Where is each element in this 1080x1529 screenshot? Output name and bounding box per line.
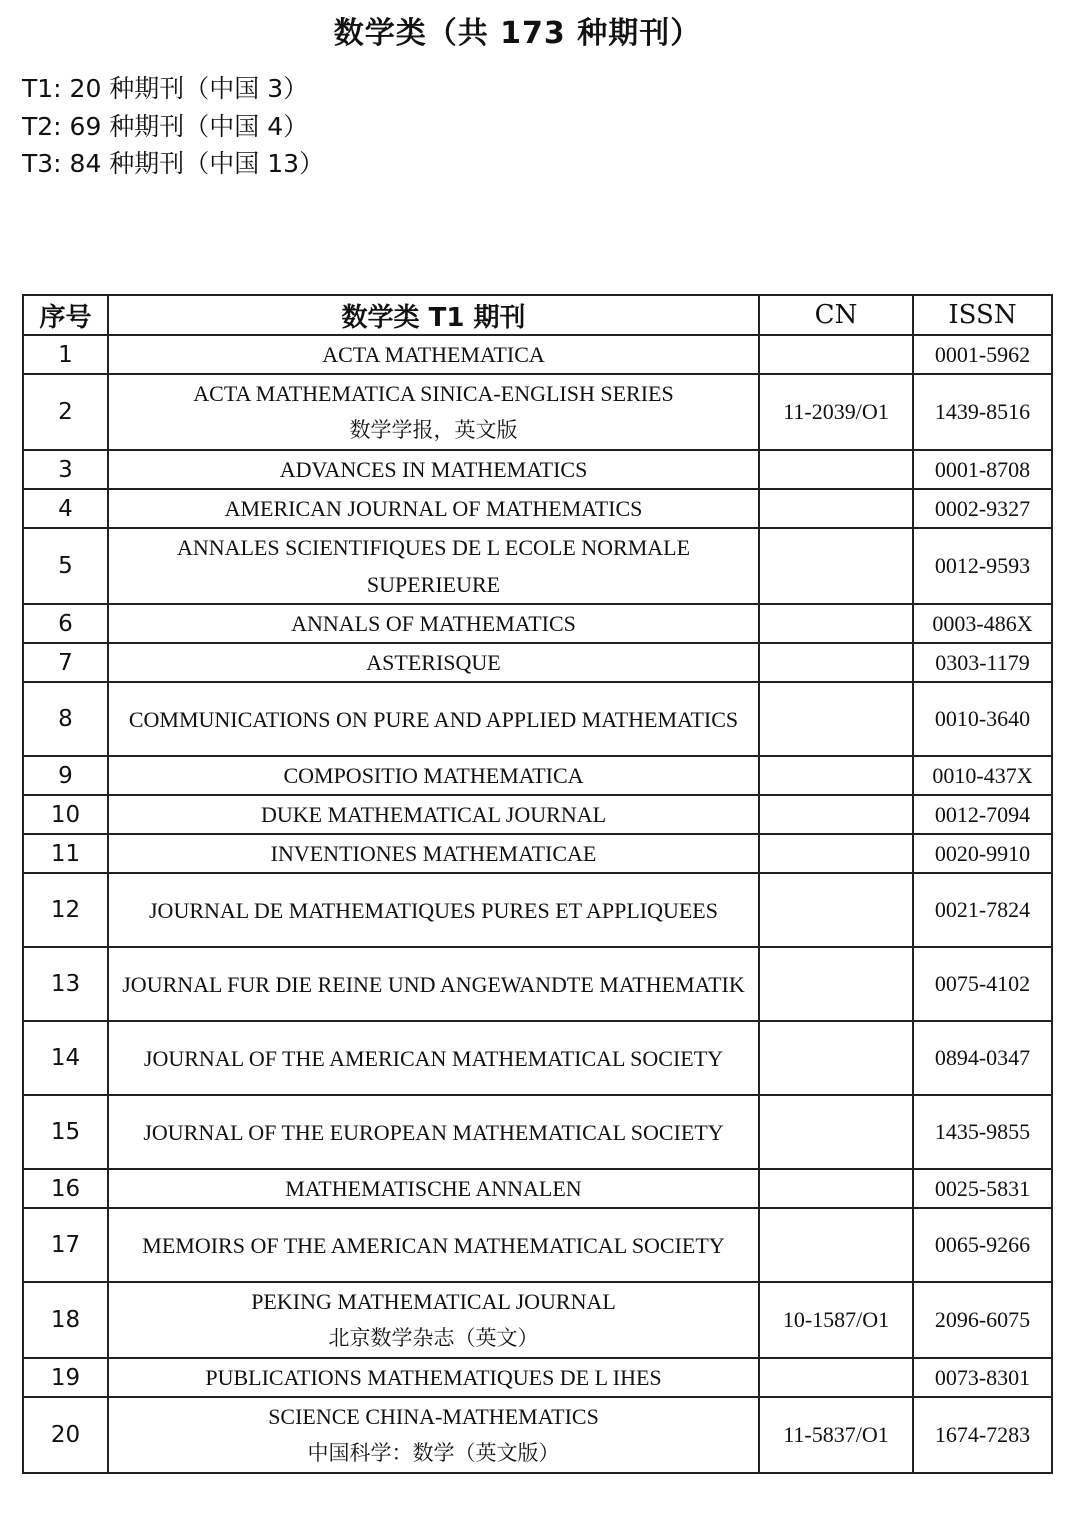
table-row <box>23 682 1052 756</box>
row-number: 10 <box>23 795 108 834</box>
tier-summary-t3: T3: 84 种期刊（中国 13） <box>22 149 325 178</box>
row-number: 9 <box>23 756 108 795</box>
cn-number <box>759 682 913 756</box>
journal-name: PUBLICATIONS MATHEMATIQUES DE L IHES <box>205 1365 662 1390</box>
journal-name: ANNALES SCIENTIFIQUES DE L ECOLE NORMALE SUPERIEURE <box>176 535 691 597</box>
cn-number <box>759 489 913 528</box>
journal-name-cell <box>108 795 759 834</box>
table-header-row <box>23 295 1052 335</box>
row-number: 13 <box>23 947 108 1021</box>
journal-name: JOURNAL DE MATHEMATIQUES PURES ET APPLIQUEES <box>149 897 718 923</box>
row-number: 2 <box>23 374 108 450</box>
row-number: 4 <box>23 489 108 528</box>
table-row <box>23 1397 1052 1473</box>
table-row <box>23 1021 1052 1095</box>
journal-name-cell <box>108 335 759 374</box>
issn-number: 0012-9593 <box>913 528 1052 604</box>
tier-summary <box>22 70 324 183</box>
header-no: 序号 <box>23 295 108 335</box>
issn-number: 1439-8516 <box>913 374 1052 450</box>
journal-name: ASTERISQUE <box>366 650 501 675</box>
journal-name-cell <box>108 1208 759 1282</box>
issn-number: 0073-8301 <box>913 1358 1052 1397</box>
issn-number: 0894-0347 <box>913 1021 1052 1095</box>
row-number: 18 <box>23 1282 108 1358</box>
journal-name-cell <box>108 374 759 450</box>
cn-number <box>759 1358 913 1397</box>
journal-name-cell <box>108 1282 759 1358</box>
cn-number <box>759 1208 913 1282</box>
journal-name: ADVANCES IN MATHEMATICS <box>279 457 588 482</box>
issn-number: 0020-9910 <box>913 834 1052 873</box>
table-row <box>23 1358 1052 1397</box>
issn-number: 0010-3640 <box>913 682 1052 756</box>
cn-number <box>759 1169 913 1208</box>
journal-name-cell <box>108 682 759 756</box>
row-number: 3 <box>23 450 108 489</box>
journal-name-cell <box>108 489 759 528</box>
row-number: 19 <box>23 1358 108 1397</box>
journal-name: MEMOIRS OF THE AMERICAN MATHEMATICAL SOCIETY <box>142 1232 725 1258</box>
journal-name: ACTA MATHEMATICA SINICA-ENGLISH SERIES <box>193 381 674 406</box>
journal-name: AMERICAN JOURNAL OF MATHEMATICS <box>224 496 643 521</box>
table-row <box>23 756 1052 795</box>
table-row <box>23 1208 1052 1282</box>
journal-name-cell <box>108 873 759 947</box>
issn-number: 0075-4102 <box>913 947 1052 1021</box>
tier-summary-t1: T1: 20 种期刊（中国 3） <box>22 74 309 103</box>
row-number: 15 <box>23 1095 108 1169</box>
cn-number <box>759 1021 913 1095</box>
table-row <box>23 450 1052 489</box>
journal-name: PEKING MATHEMATICAL JOURNAL <box>251 1289 616 1314</box>
journal-name-cell <box>108 604 759 643</box>
table-row <box>23 1169 1052 1208</box>
issn-number: 0025-5831 <box>913 1169 1052 1208</box>
cn-number <box>759 528 913 604</box>
table-row <box>23 528 1052 604</box>
issn-number: 0010-437X <box>913 756 1052 795</box>
issn-number: 1435-9855 <box>913 1095 1052 1169</box>
row-number: 12 <box>23 873 108 947</box>
issn-number: 0001-5962 <box>913 335 1052 374</box>
journal-table <box>22 294 1053 1474</box>
journal-name: COMPOSITIO MATHEMATICA <box>283 763 584 788</box>
cn-number <box>759 947 913 1021</box>
issn-number: 0021-7824 <box>913 873 1052 947</box>
cn-number <box>759 795 913 834</box>
cn-number: 10-1587/O1 <box>759 1282 913 1358</box>
cn-number <box>759 873 913 947</box>
row-number: 17 <box>23 1208 108 1282</box>
issn-number: 1674-7283 <box>913 1397 1052 1473</box>
journal-name-cell <box>108 528 759 604</box>
journal-name: INVENTIONES MATHEMATICAE <box>270 841 597 866</box>
journal-name: MATHEMATISCHE ANNALEN <box>285 1176 582 1201</box>
journal-name-cell <box>108 450 759 489</box>
journal-name-cell <box>108 643 759 682</box>
row-number: 16 <box>23 1169 108 1208</box>
journal-name-cell <box>108 947 759 1021</box>
cn-number <box>759 335 913 374</box>
cn-number <box>759 1095 913 1169</box>
journal-name: JOURNAL OF THE EUROPEAN MATHEMATICAL SOCIETY <box>143 1119 724 1145</box>
header-cn: CN <box>759 295 913 335</box>
journal-name: JOURNAL FUR DIE REINE UND ANGEWANDTE MATHEMATIK <box>122 971 745 997</box>
issn-number: 0012-7094 <box>913 795 1052 834</box>
cn-number <box>759 756 913 795</box>
journal-name: ANNALS OF MATHEMATICS <box>291 611 576 636</box>
cn-number <box>759 604 913 643</box>
header-name: 数学类 T1 期刊 <box>108 295 759 335</box>
header-issn: ISSN <box>913 295 1052 335</box>
row-number: 6 <box>23 604 108 643</box>
cn-number <box>759 450 913 489</box>
journal-name-chinese: 数学学报，英文版 <box>349 418 518 442</box>
issn-number: 2096-6075 <box>913 1282 1052 1358</box>
table-row <box>23 489 1052 528</box>
tier-summary-t2: T2: 69 种期刊（中国 4） <box>22 111 309 141</box>
journal-name: DUKE MATHEMATICAL JOURNAL <box>260 802 607 827</box>
table-row <box>23 1282 1052 1358</box>
table-row <box>23 374 1052 450</box>
journal-name: COMMUNICATIONS ON PURE AND APPLIED MATHEMATICS <box>128 706 739 732</box>
row-number: 8 <box>23 682 108 756</box>
table-row <box>23 643 1052 682</box>
row-number: 20 <box>23 1397 108 1473</box>
cn-number: 11-2039/O1 <box>759 374 913 450</box>
journal-name-cell <box>108 1095 759 1169</box>
row-number: 1 <box>23 335 108 374</box>
cn-number <box>759 643 913 682</box>
journal-name: SCIENCE CHINA-MATHEMATICS <box>268 1404 599 1429</box>
table-row <box>23 795 1052 834</box>
journal-name-cell <box>108 1169 759 1208</box>
journal-name-chinese: 中国科学：数学（英文版） <box>307 1441 560 1465</box>
issn-number: 0002-9327 <box>913 489 1052 528</box>
issn-number: 0065-9266 <box>913 1208 1052 1282</box>
journal-name-cell <box>108 1397 759 1473</box>
table-row <box>23 1095 1052 1169</box>
table-row <box>23 947 1052 1021</box>
cn-number <box>759 834 913 873</box>
journal-name-cell <box>108 756 759 795</box>
journal-name: ACTA MATHEMATICA <box>322 342 545 367</box>
journal-name-cell <box>108 1358 759 1397</box>
cn-number: 11-5837/O1 <box>759 1397 913 1473</box>
table-row <box>23 604 1052 643</box>
journal-name-chinese: 北京数学杂志（英文） <box>328 1326 539 1350</box>
table-row <box>23 335 1052 374</box>
journal-name: JOURNAL OF THE AMERICAN MATHEMATICAL SOCIETY <box>143 1045 724 1071</box>
row-number: 11 <box>23 834 108 873</box>
row-number: 5 <box>23 528 108 604</box>
row-number: 14 <box>23 1021 108 1095</box>
table-row <box>23 873 1052 947</box>
row-number: 7 <box>23 643 108 682</box>
table-row <box>23 834 1052 873</box>
page-title: 数学类（共 173 种期刊） <box>333 16 702 51</box>
issn-number: 0303-1179 <box>913 643 1052 682</box>
issn-number: 0003-486X <box>913 604 1052 643</box>
journal-name-cell <box>108 834 759 873</box>
issn-number: 0001-8708 <box>913 450 1052 489</box>
journal-name-cell <box>108 1021 759 1095</box>
